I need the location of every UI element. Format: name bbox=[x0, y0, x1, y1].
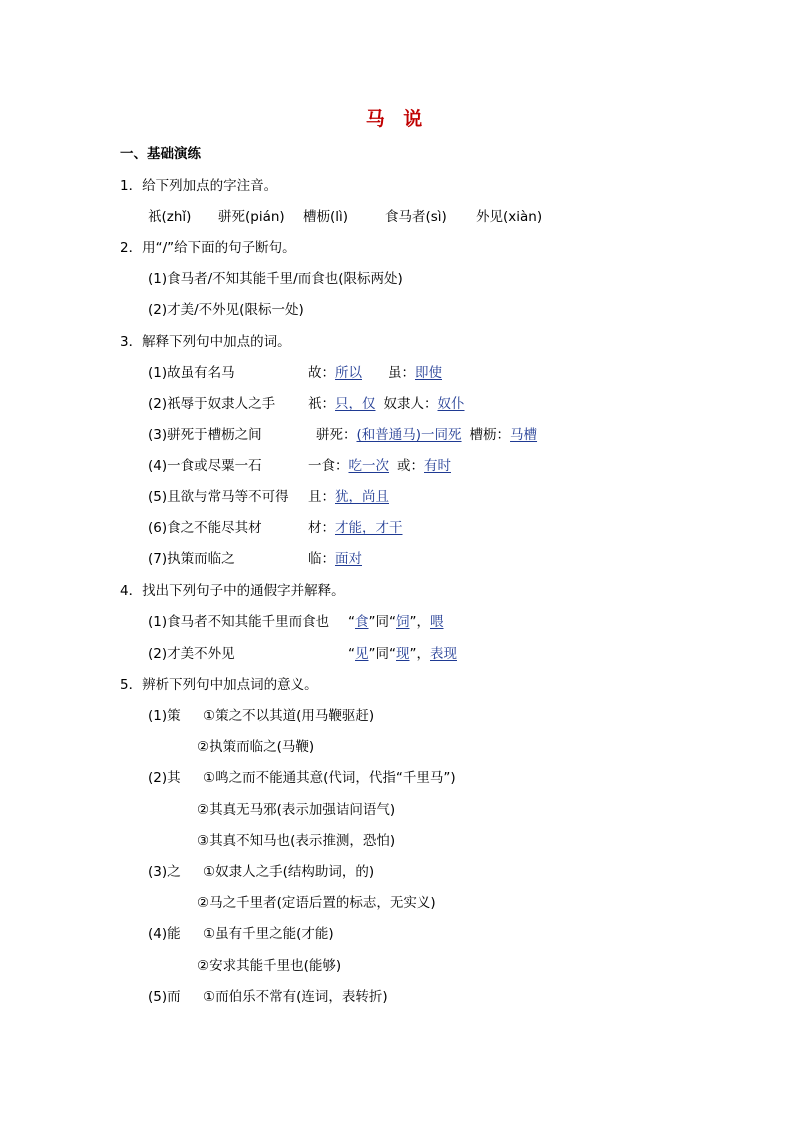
q3-answer bbox=[308, 364, 442, 382]
answer-underlined: (和普通马)一同死 bbox=[356, 427, 462, 443]
answer-underlined: 有时 bbox=[424, 458, 451, 474]
answer-underlined: 现 bbox=[396, 646, 410, 662]
q5-item: ③其真不知马也(表示推测，恐怕) bbox=[197, 833, 396, 849]
answer-underlined: 吃一次 bbox=[348, 458, 389, 474]
q3-answer bbox=[308, 457, 451, 475]
term: 一食： bbox=[308, 458, 349, 474]
q5-item: ②马之千里者(定语后置的标志，无实义) bbox=[197, 895, 436, 911]
term: 祇： bbox=[308, 396, 335, 412]
q5-item: ①而伯乐不常有(连词，表转折) bbox=[203, 989, 388, 1005]
q5-item: ②执策而临之(马鞭) bbox=[197, 739, 315, 755]
q3-answer bbox=[308, 395, 465, 413]
q4-answer bbox=[348, 645, 457, 663]
pinyin-item: 骈死(pián) bbox=[218, 209, 285, 225]
pinyin-item: 外见(xiàn) bbox=[476, 209, 543, 225]
answer-underlined: 所以 bbox=[335, 365, 362, 381]
answer-underlined: 才能，才干 bbox=[335, 520, 403, 536]
answer-underlined: 喂 bbox=[430, 614, 444, 630]
q5-item: ②其真无马邪(表示加强诘问语气) bbox=[197, 802, 396, 818]
q5-item: ①鸣之而不能通其意(代词，代指“千里马”) bbox=[203, 770, 456, 786]
q4-sentence: (1)食马者不知其能千里而食也 bbox=[148, 614, 330, 630]
q3-answer bbox=[308, 550, 362, 568]
quote-mark: “ bbox=[348, 646, 355, 662]
pinyin-item: 祇(zhǐ) bbox=[148, 209, 192, 225]
q5-item: ①奴隶人之手(结构助词，的) bbox=[203, 864, 375, 880]
q3-answer bbox=[308, 488, 389, 506]
connector-text: ”同“ bbox=[368, 646, 396, 662]
sentence-break-item: (2)才美/不外见(限标一处) bbox=[148, 302, 304, 318]
term: 材： bbox=[308, 520, 335, 536]
term: 槽枥： bbox=[469, 427, 511, 443]
answer-underlined: 饲 bbox=[396, 614, 410, 630]
q3-answer bbox=[316, 426, 537, 444]
quote-mark: ”， bbox=[409, 646, 430, 662]
q5-label: (2)其 bbox=[148, 770, 181, 786]
term: 奴隶人： bbox=[383, 396, 438, 412]
q5-item: ②安求其能千里也(能够) bbox=[197, 958, 342, 974]
q3-sentence: (6)食之不能尽其材 bbox=[148, 520, 262, 536]
q5-label: (3)之 bbox=[148, 864, 181, 880]
question-4-prompt: 4．找出下列句子中的通假字并解释。 bbox=[120, 583, 345, 599]
sentence-break-item: (1)食马者/不知其能千里/而食也(限标两处) bbox=[148, 271, 403, 287]
q5-item: ①策之不以其道(用马鞭驱赶) bbox=[203, 708, 375, 724]
answer-underlined: 表现 bbox=[430, 646, 457, 662]
q3-sentence: (5)且欲与常马等不可得 bbox=[148, 489, 289, 505]
question-1-prompt: 1．给下列加点的字注音。 bbox=[120, 178, 278, 194]
answer-underlined: 奴仆 bbox=[437, 396, 465, 412]
quote-mark: “ bbox=[348, 614, 355, 630]
answer-underlined: 即使 bbox=[415, 365, 442, 381]
q4-answer bbox=[348, 613, 444, 631]
quote-mark: ”， bbox=[409, 614, 430, 630]
term: 或： bbox=[397, 458, 424, 474]
answer-underlined: 面对 bbox=[335, 551, 362, 567]
q3-answer bbox=[308, 519, 403, 537]
q3-sentence: (1)故虽有名马 bbox=[148, 365, 235, 381]
q3-sentence: (4)一食或尽粟一石 bbox=[148, 458, 262, 474]
q3-sentence: (2)祇辱于奴隶人之手 bbox=[148, 396, 276, 412]
answer-underlined: 犹，尚且 bbox=[335, 489, 389, 505]
answer-underlined: 只，仅 bbox=[335, 396, 376, 412]
q5-label: (1)策 bbox=[148, 708, 181, 724]
term: 故： bbox=[308, 365, 335, 381]
question-3-prompt: 3．解释下列句中加点的词。 bbox=[120, 334, 291, 350]
q5-label: (5)而 bbox=[148, 989, 181, 1005]
answer-underlined: 见 bbox=[355, 646, 369, 662]
connector-text: ”同“ bbox=[368, 614, 396, 630]
term: 且： bbox=[308, 489, 335, 505]
pinyin-item: 食马者(sì) bbox=[385, 209, 447, 225]
answer-underlined: 食 bbox=[355, 614, 369, 630]
answer-underlined: 马槽 bbox=[510, 427, 538, 443]
q5-item: ①虽有千里之能(才能) bbox=[203, 926, 334, 942]
term: 骈死： bbox=[316, 427, 357, 443]
pinyin-item: 槽枥(lì) bbox=[303, 209, 349, 225]
q3-sentence: (3)骈死于槽枥之间 bbox=[148, 427, 262, 443]
q5-label: (4)能 bbox=[148, 926, 181, 942]
question-5-prompt: 5．辨析下列句中加点词的意义。 bbox=[120, 677, 318, 693]
term: 临： bbox=[308, 551, 335, 567]
q4-sentence: (2)才美不外见 bbox=[148, 646, 235, 662]
term: 虽： bbox=[388, 365, 415, 381]
q3-sentence: (7)执策而临之 bbox=[148, 551, 235, 567]
question-2-prompt: 2．用“/”给下面的句子断句。 bbox=[120, 240, 296, 256]
section-heading: 一、基础演练 bbox=[120, 146, 201, 162]
page-title: 马 说 bbox=[365, 108, 429, 130]
